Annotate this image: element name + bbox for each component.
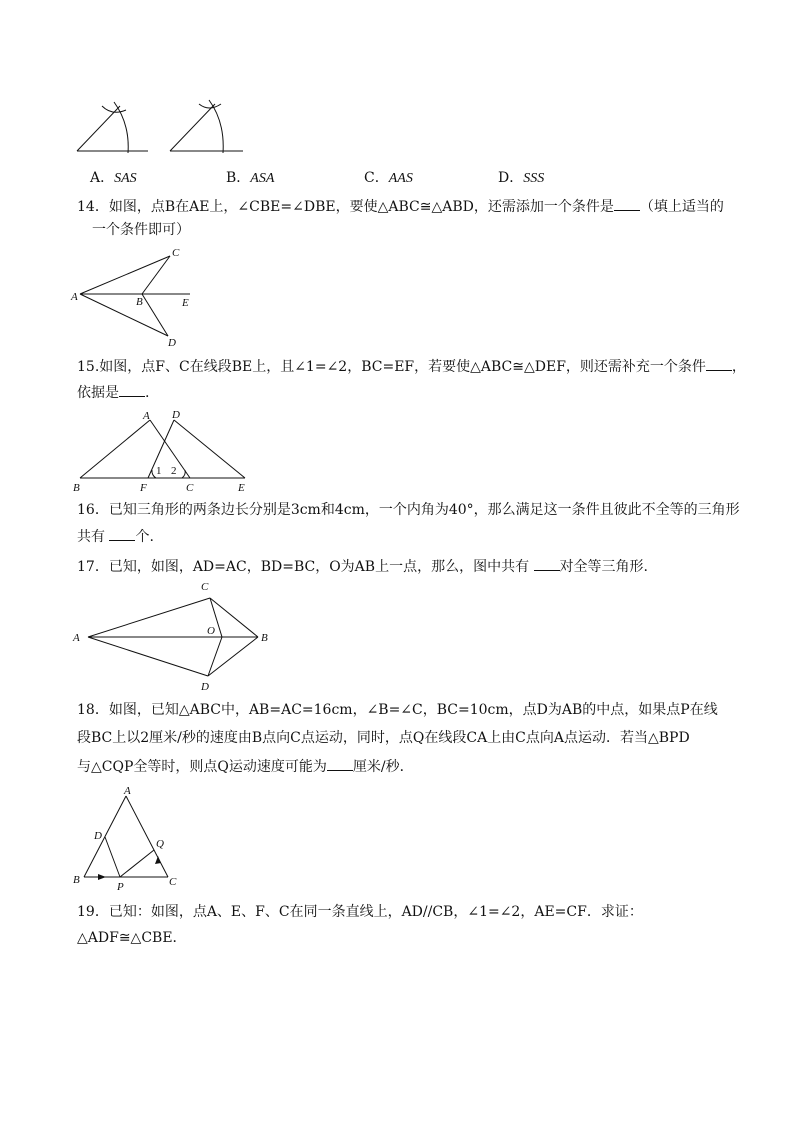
- q14-text-line2: 一个条件即可）: [92, 222, 190, 238]
- q17-label-d: D: [201, 681, 209, 693]
- q15-answer-blank-2[interactable]: [119, 382, 145, 397]
- q15-answer-blank-1[interactable]: [706, 356, 732, 371]
- q18-text-line1: 18．如图，已知△ABC中，AB=AC=16cm，∠B=∠C，BC=10cm，点D为AB的中点，如果点P在线: [77, 702, 718, 718]
- q15-text-line2: 依据是 .: [77, 382, 149, 403]
- q19-text-line1: 19．已知：如图，点A、E、F、C在同一条直线上，AD//CB，∠1=∠2，AE=CF．求证：: [77, 904, 643, 920]
- q13-figure-a: [72, 96, 152, 160]
- q14-label-a: A: [71, 291, 78, 303]
- q16-answer-blank[interactable]: [109, 526, 135, 541]
- q15-label-c: C: [186, 482, 194, 494]
- q17-text-line1: 17．已知，如图，AD=AC，BD=BC，O为AB上一点，那么，图中共有 对全等三角形.: [77, 556, 648, 577]
- q15-label-f: F: [140, 482, 147, 494]
- q18-figure: [68, 784, 188, 898]
- q15-label-b: B: [73, 482, 80, 494]
- q18-label-b: B: [73, 874, 80, 886]
- q14-label-e: E: [182, 297, 189, 309]
- q18-text-line3: 与△CQP全等时，则点Q运动速度可能为 厘米/秒．: [77, 756, 414, 777]
- q15-figure: [70, 406, 260, 498]
- q15-label-angle-1: 1: [156, 465, 162, 477]
- q15-label-e: E: [238, 482, 245, 494]
- q14-answer-blank[interactable]: [614, 196, 640, 211]
- q17-label-o: O: [207, 625, 215, 637]
- q16-text-line2: 共有 个.: [77, 526, 154, 547]
- q18-text-line2: 段BC上以2厘米/秒的速度由B点向C点运动，同时，点Q在线段CA上由C点向A点运动．若当△BPD: [77, 730, 690, 746]
- q14-text-line1: 14．如图，点B在AE上，∠CBE=∠DBE，要使△ABC≅△ABD，还需添加一个条件是 （填上适当的: [77, 196, 724, 217]
- q18-label-c: C: [169, 876, 177, 888]
- q13-figure-b: [165, 96, 245, 160]
- option-d[interactable]: D．SSS: [498, 170, 545, 186]
- option-b[interactable]: B．ASA: [226, 170, 275, 186]
- q15-label-a: A: [143, 410, 150, 422]
- q15-text-line1: 15.如图，点F、C在线段BE上，且∠1=∠2，BC=EF，若要使△ABC≅△DEF，则还需补充一个条件 ，: [77, 356, 746, 377]
- q14-label-c: C: [172, 247, 180, 259]
- q18-label-p: P: [117, 881, 124, 893]
- option-a[interactable]: A．SAS: [90, 170, 137, 186]
- q18-label-q: Q: [156, 838, 164, 850]
- option-c[interactable]: C．AAS: [364, 170, 413, 186]
- q15-label-d: D: [172, 409, 180, 421]
- q18-answer-blank[interactable]: [327, 756, 353, 771]
- q17-label-c: C: [201, 581, 209, 593]
- q17-answer-blank[interactable]: [534, 556, 560, 571]
- q15-label-angle-2: 2: [171, 465, 177, 477]
- q14-label-b: B: [136, 296, 143, 308]
- q17-label-b: B: [261, 632, 268, 644]
- q18-label-a: A: [124, 785, 131, 797]
- q17-label-a: A: [73, 632, 80, 644]
- q16-text-line1: 16．已知三角形的两条边长分别是3cm和4cm，一个内角为40°，那么满足这一条件且彼此不全等的三角形: [77, 502, 740, 518]
- q18-label-d: D: [94, 830, 102, 842]
- q17-figure: [70, 578, 280, 698]
- q14-figure: [70, 244, 200, 352]
- q14-label-d: D: [168, 337, 176, 348]
- q19-text-line2: △ADF≅△CBE．: [77, 930, 187, 946]
